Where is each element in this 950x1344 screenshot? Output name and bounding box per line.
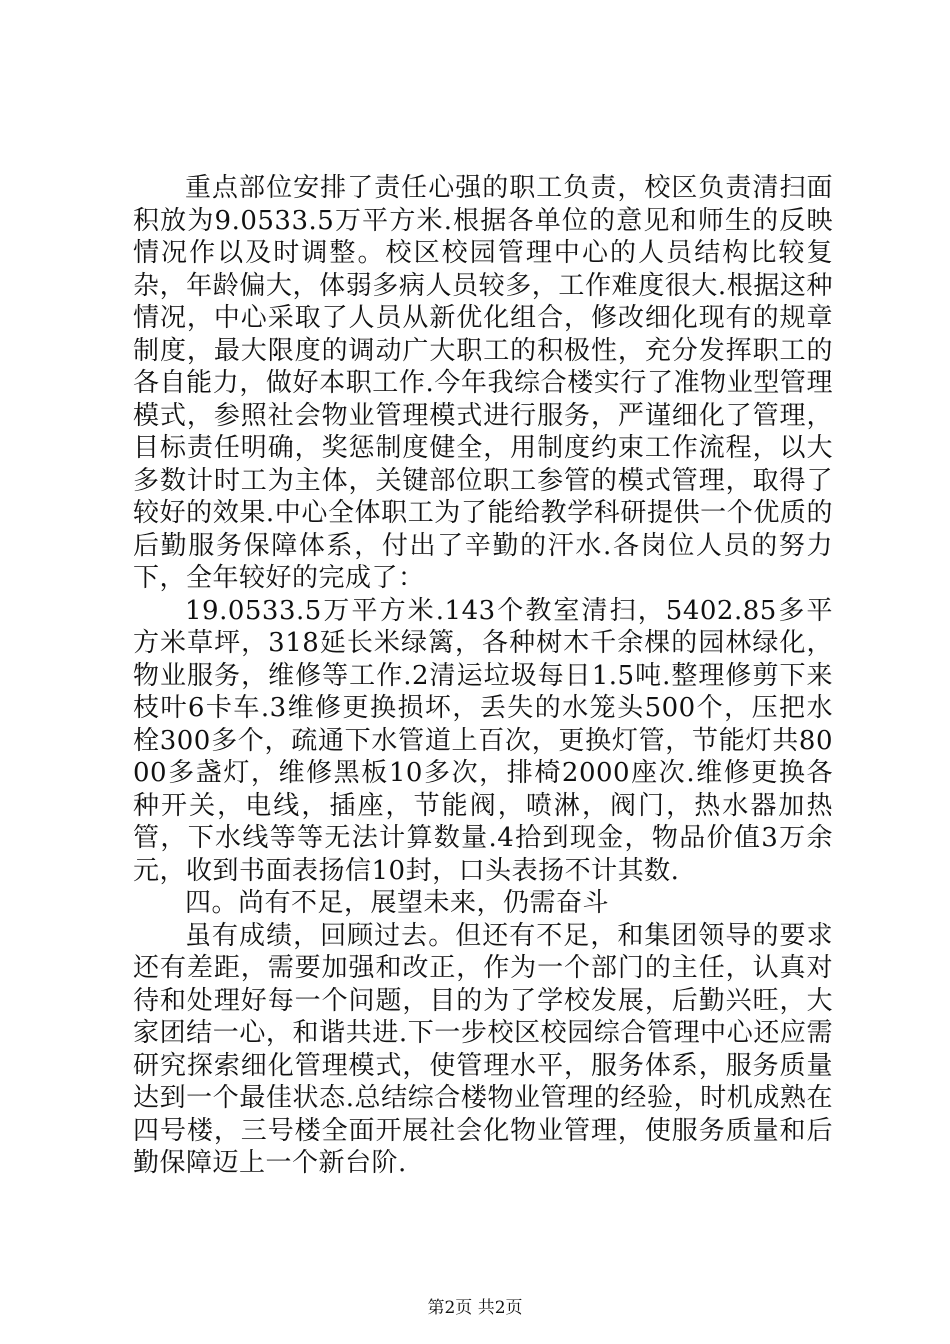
document-body xyxy=(133,172,833,1180)
paragraph-work-results: 19.0533.5万平方米.143个教室清扫，5402.85多平方米草坪，318延长米绿篱，各种树木千余棵的园林绿化，物业服务，维修等工作.2清运垃圾每日1.5吨.整理修剪下来枝叶6卡车.3维修更换损坏，丢失的水笼头500个，压把水栓300多个，疏通下水管道上百次，更换灯管，节能灯共8000多盏灯，维修黑板10多次，排椅2000座次.维修更换各种开关，电线，插座，节能阀，喷淋，阀门，热水器加热管，下水线等等无法计算数量.4拾到现金，物品价值3万余元，收到书面表扬信10封，口头表扬不计其数. xyxy=(133,595,833,886)
section-heading-shortcomings: 四。尚有不足，展望未来，仍需奋斗 xyxy=(185,888,610,918)
page-number-footer: 第2页 共2页 xyxy=(427,1298,523,1318)
paragraph-work-summary: 重点部位安排了责任心强的职工负责，校区负责清扫面积放为9.0533.5万平方米.根据各单位的意见和师生的反映情况作以及时调整。校区校园管理中心的人员结构比较复杂，年龄偏大，体弱多病人员较多，工作难度很大.根据这种情况，中心采取了人员从新优化组合，修改细化现有的规章制度，最大限度的调动广大职工的积极性，充分发挥职工的各自能力，做好本职工作.今年我综合楼实行了准物业型管理模式，参照社会物业管理模式进行服务，严谨细化了管理，目标责任明确，奖惩制度健全，用制度约束工作流程，以大多数计时工为主体，关键部位职工参管的模式管理，取得了较好的效果.中心全体职工为了能给教学科研提供一个优质的后勤服务保障体系，付出了辛勤的汗水.各岗位人员的努力下，全年较好的完成了： xyxy=(133,173,833,593)
paragraph-outlook: 虽有成绩，回顾过去。但还有不足，和集团领导的要求还有差距，需要加强和改正，作为一个部门的主任，认真对待和处理好每一个问题，目的为了学校发展，后勤兴旺，大家团结一心，和谐共进.下一步校区校园综合管理中心还应需研究探索细化管理模式，使管理水平，服务体系，服务质量达到一个最佳状态.总结综合楼物业管理的经验，时机成熟在四号楼，三号楼全面开展社会化物业管理，使服务质量和后勤保障迈上一个新台阶. xyxy=(133,920,833,1178)
